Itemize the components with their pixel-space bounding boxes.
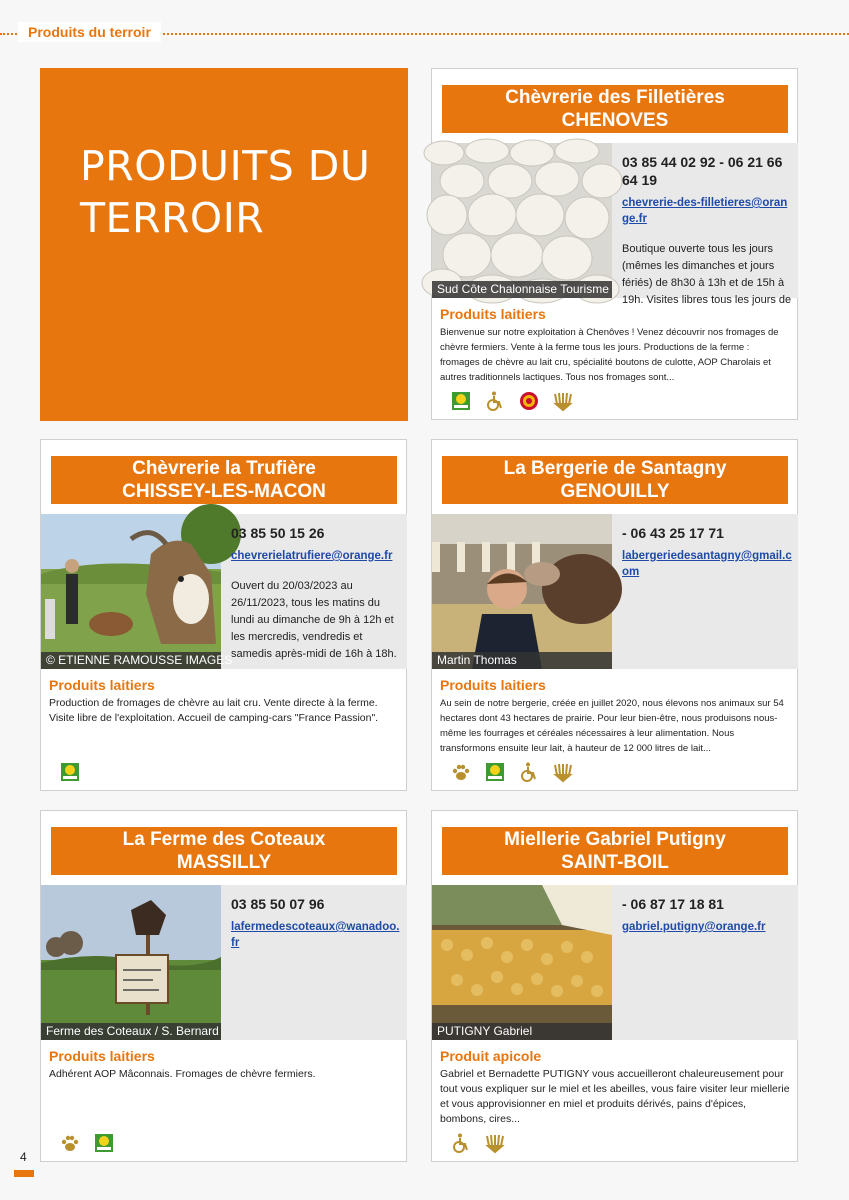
crafts-hands-icon — [484, 1132, 506, 1154]
bienvenue-ferme-icon — [93, 1132, 115, 1154]
producer-photo — [41, 885, 221, 1040]
producer-name: La Bergerie de Santagny — [503, 458, 727, 479]
email-link[interactable]: lafermedescoteaux@wanadoo.fr — [231, 921, 400, 949]
section-label: Produits du terroir — [18, 22, 161, 42]
hero-title-line: TERROIR — [80, 194, 265, 242]
photo-caption: Ferme des Coteaux / S. Bernard — [41, 1023, 221, 1040]
label-icons — [59, 1131, 115, 1155]
phone-number[interactable]: 03 85 44 02 92 - 06 21 66 64 19 — [622, 154, 783, 188]
contact-block — [622, 524, 792, 664]
producer-town: GENOUILLY — [560, 481, 670, 502]
producer-name: Miellerie Gabriel Putigny — [504, 829, 726, 850]
contact-block — [231, 895, 401, 1035]
aop-seal-icon — [518, 390, 540, 412]
product-category: Produits laitiers — [440, 306, 546, 322]
hero-title — [80, 140, 370, 244]
phone-number[interactable]: 03 85 50 15 26 — [231, 525, 325, 541]
producer-card[interactable] — [431, 439, 798, 791]
hero-title-line: PRODUITS DU — [80, 142, 371, 190]
phone-number[interactable]: - 06 87 17 18 81 — [622, 896, 724, 912]
opening-hours: Ouvert du 20/03/2023 au 26/11/2023, tous les matins du lundi au dimanche de 9h à 12h et les mercredis, vendredis et samedis après-midi de 16h à 18h. — [231, 580, 397, 660]
photo-caption: PUTIGNY Gabriel — [432, 1023, 612, 1040]
photo-caption: © ETIENNE RAMOUSSE IMAGES — [41, 652, 221, 669]
producer-photo — [432, 143, 612, 298]
producer-town: MASSILLY — [176, 852, 272, 873]
producer-name: Chèvrerie des Filletières — [505, 87, 725, 108]
bienvenue-ferme-icon — [59, 761, 81, 783]
contact-block — [622, 895, 792, 1035]
email-link[interactable]: chevrerie-des-filletieres@orange.fr — [622, 197, 788, 225]
label-icons — [450, 389, 574, 413]
bienvenue-ferme-icon — [450, 390, 472, 412]
email-link[interactable]: gabriel.putigny@orange.fr — [622, 921, 766, 933]
producer-card[interactable] — [431, 810, 798, 1162]
producer-photo — [432, 885, 612, 1040]
hero-block — [40, 68, 408, 421]
email-link[interactable]: chevrerielatrufiere@orange.fr — [231, 550, 393, 562]
card-title — [442, 827, 788, 875]
card-title — [442, 85, 788, 133]
card-title — [442, 456, 788, 504]
producer-description: Au sein de notre bergerie, créée en juillet 2020, nous élevons nos animaux sur 54 hectares dont 43 hectares de prairie. Pour leur bien-être, nous produisons nous-même les fourrages et céréales nécessaires à leur alimentation. Nous transformons ensuite leur lait, à hauteur de 12 000 litres de lait... — [440, 698, 784, 754]
photo-caption: Martin Thomas — [432, 652, 612, 669]
card-title — [51, 827, 397, 875]
phone-number[interactable]: 03 85 50 07 96 — [231, 896, 325, 912]
producer-description: Bienvenue sur notre exploitation à Chenôves ! Venez découvrir nos fromages de chèvre fermiers. Vente à la ferme tous les jours. Productions de la ferme : fromages de chèvre au lait cru, spécialité boutons de culotte, AOP Charolais et autres traditionnels lactiques. Tous nos fromages sont... — [440, 327, 779, 383]
page-number: 4 — [20, 1150, 27, 1164]
label-icons — [450, 1131, 506, 1155]
producer-description: Adhérent AOP Mâconnais. Fromages de chèvre fermiers. — [49, 1068, 316, 1080]
producer-card[interactable] — [431, 68, 798, 420]
product-category: Produits laitiers — [49, 1048, 155, 1064]
producer-description: Gabriel et Bernadette PUTIGNY vous accueilleront chaleureusement pour tout vous expliquer sur le miel et les abeilles, vous faire visiter leur miellerie et vous approvisionner en miel et produits dérivés, pains d'épices, bombons, cires... — [440, 1068, 790, 1125]
phone-number[interactable]: - 06 43 25 17 71 — [622, 525, 724, 541]
product-category: Produits laitiers — [440, 677, 546, 693]
contact-block — [622, 153, 792, 306]
page-number-bar — [14, 1170, 34, 1177]
product-category: Produits laitiers — [49, 677, 155, 693]
card-title — [51, 456, 397, 504]
opening-hours: Boutique ouverte tous les jours (mêmes les dimanches et jours fériés) de 8h30 à 13h et de 15h à 19h. Visites libres tous les jours de — [622, 243, 792, 306]
email-link[interactable]: labergeriedesantagny@gmail.com — [622, 550, 792, 578]
contact-block — [231, 524, 401, 664]
producer-photo — [41, 514, 233, 669]
label-icons — [59, 760, 81, 784]
producer-description: Production de fromages de chèvre au lait cru. Vente directe à la ferme. Visite libre de l'exploitation. Accueil de camping-cars "France Passion". — [49, 697, 379, 724]
producer-name: La Ferme des Coteaux — [122, 829, 326, 850]
producer-card[interactable] — [40, 439, 407, 791]
producer-town: CHISSEY-LES-MACON — [122, 481, 326, 502]
label-icons — [450, 760, 574, 784]
producer-name: Chèvrerie la Trufière — [132, 458, 316, 479]
producer-town: SAINT-BOIL — [561, 852, 669, 873]
producer-card[interactable] — [40, 810, 407, 1162]
paw-icon — [59, 1132, 81, 1154]
photo-caption: Sud Côte Chalonnaise Tourisme — [432, 281, 612, 298]
paw-icon — [450, 761, 472, 783]
product-category: Produit apicole — [440, 1048, 542, 1064]
wheelchair-icon — [518, 761, 540, 783]
producer-town: CHENOVES — [561, 110, 669, 131]
wheelchair-icon — [484, 390, 506, 412]
producer-photo — [432, 514, 612, 669]
crafts-hands-icon — [552, 761, 574, 783]
bienvenue-ferme-icon — [484, 761, 506, 783]
crafts-hands-icon — [552, 390, 574, 412]
wheelchair-icon — [450, 1132, 472, 1154]
